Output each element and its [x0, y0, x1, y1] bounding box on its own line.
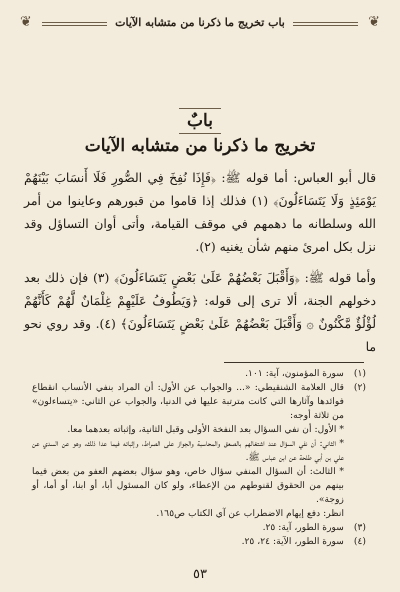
footnote-number: (٣) — [353, 522, 366, 533]
footnote-text: سورة المؤمنون، آية: ١٠١. — [245, 368, 344, 379]
chapter-title: تخريج ما ذكرنا من متشابه الآيات — [84, 136, 316, 156]
footnote-text: سورة الطور، آية: ٢٥. — [262, 522, 344, 533]
main-text — [12, 166, 388, 358]
footnote-number — [344, 423, 366, 437]
running-header-title: باب تخريج ما ذكرنا من متشابه الآيات — [107, 16, 293, 29]
footnote-number: (١) — [353, 368, 366, 379]
footnote-text: انظر: دفع إيهام الاضطراب عن آي الكتاب ص١٦٥. — [156, 508, 344, 519]
ornament-right-icon: ❦ — [368, 14, 380, 30]
footnote — [32, 437, 366, 465]
footnote-text: * الأول: أن نفي السؤال بعد النفخة الأولى وقبل الثانية، وإثباته بعدهما معا. — [67, 424, 344, 435]
footnote-text: قال العلامة الشنقيطي: «... والجواب عن الأول: أن المراد بنفي الأنساب انقطاع فوائدها وآثارها التي كانت مترتبة عليها في الدنيا، والجواب عن الثاني: «يتساءلون» من ثلاثة أوجه: — [32, 382, 344, 421]
footnote — [32, 367, 366, 381]
footnote-number: (٢) — [353, 382, 366, 393]
footnote-number — [344, 437, 366, 465]
footnote-number — [344, 507, 366, 521]
footnote — [32, 423, 366, 437]
footnote — [32, 507, 366, 521]
footnote — [32, 381, 366, 423]
chapter-word: بابٌ — [179, 108, 221, 134]
footnote-text: * الثاني: أن نفي السؤال عند اشتغالهم بالصعق والمحاسبة والجواز على الصراط، وإثباته فيما عدا ذلك، وهو عن السدي عن علي بن أبي طلحة عن ابن عباس ﷺ. — [32, 438, 344, 463]
footnotes — [12, 367, 388, 549]
footnote — [32, 535, 366, 549]
running-header — [12, 8, 388, 36]
footnote — [32, 521, 366, 535]
footnote-number — [344, 465, 366, 507]
paragraph-2: وأما قوله ﷺ: ﴿وَأَقْبَلَ بَعْضُهُمْ عَلَىٰ بَعْضٍ يَتَسَاءَلُونَ﴾ (٣) فإن ذلك بعد دخولهم الجنة، ألا ترى إلى قوله: ﴿وَيَطُوفُ عَلَيْهِمْ غِلْمَانٌ لَّهُمْ كَأَنَّهُمْ لُؤْلُؤٌ مَّكْنُونٌ ۞ وَأَقْبَلَ بَعْضُهُمْ عَلَىٰ بَعْضٍ يَتَسَاءَلُونَ﴾ (٤). وقد روي نحو ما — [24, 270, 376, 354]
chapter-heading-box — [170, 108, 230, 134]
footnote-text: * الثالث: أن السؤال المنفي سؤال خاص، وهو سؤال بعضهم العفو من بعض فيما بينهم من الحقوق لقنوطهم من الإعطاء، ولو كان المسئول أبا، أو ابنا، أو أما، أو زوجة». — [32, 466, 344, 505]
footnote-text: سورة الطور، الآية: ٢٤، ٢٥. — [241, 536, 344, 547]
footnote-divider — [224, 362, 364, 363]
paragraph-1: قال أبو العباس: أما قوله ﷺ: ﴿فَإِذَا نُفِخَ فِي الصُّورِ فَلَا أَنسَابَ بَيْنَهُمْ يَوْمَئِذٍ وَلَا يَتَسَاءَلُونَ﴾ (١) فذلك إذا قاموا من قبورهم وعاينوا من أمر الله وسلطانه ما دهمهم في موقف القيامة، وأتى أوان التساؤل وقد نزل بكل امرئ منهم شأن يغنيه (٢). — [24, 170, 376, 254]
footnote — [32, 465, 366, 507]
page-number: ٥٣ — [193, 567, 207, 582]
footnote-number: (٤) — [353, 536, 366, 547]
ornament-left-icon: ❦ — [20, 14, 32, 30]
